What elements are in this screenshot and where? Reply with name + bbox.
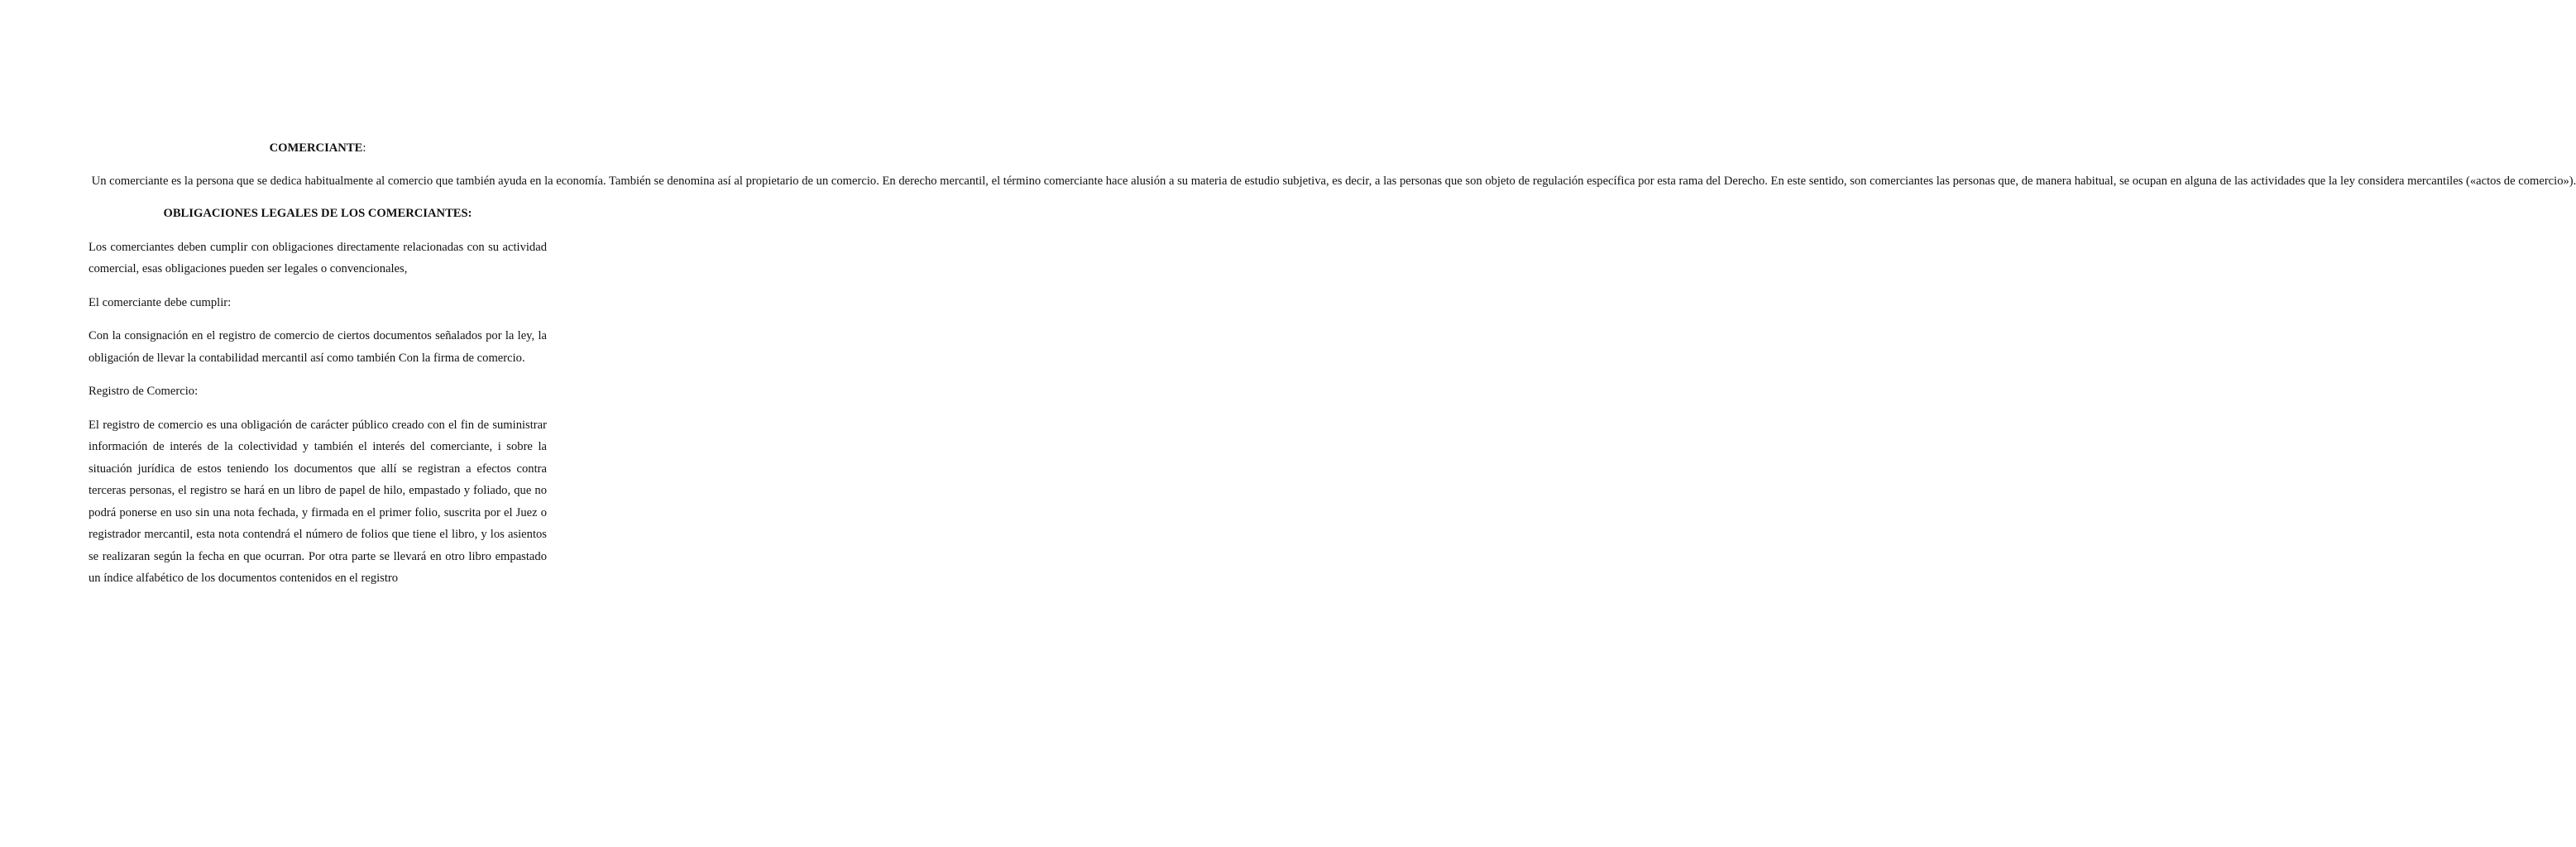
registry-paragraph: El registro de comercio es una obligación de carácter público creado con el fin de suministrar información de interés de la colectividad y también el interés del comerciante, i sobre la situación jurídica de estos teniendo los documentos que allí se registran a efectos contra terceras personas, el registro se hará en un libro de papel de hilo, empastado y foliado, que no podrá ponerse en uso sin una nota fechada, y firmada en el primer folio, suscrita por el Juez o registrador mercantil, esta nota contendrá el número de folios que tiene el libro, y los asientos se realizaran según la fecha en que ocurran. Por otra parte se llevará en otro libro empastado un índice alfabético de los documentos contenidos en el registro (89, 418, 547, 585)
consignation-paragraph: Con la consignación en el registro de comercio de ciertos documentos señalados por la ley, la obligación de llevar la contabilidad mercantil así como también Con la firma de comercio. (89, 329, 547, 365)
intro-paragraph (89, 170, 2576, 193)
heading-comerciante-text: COMERCIANTE (269, 141, 363, 155)
spacer (89, 280, 547, 292)
heading-comerciante-colon: : (362, 141, 366, 155)
spacer (89, 160, 547, 170)
spacer (89, 225, 547, 237)
must-comply-line: El comerciante debe cumplir: (89, 295, 232, 309)
heading-comerciante (89, 137, 547, 160)
registry-heading: Registro de Comercio: (89, 385, 199, 398)
spacer (89, 192, 547, 203)
heading-obligations: OBLIGACIONES LEGALES DE LOS COMERCIANTES: (163, 207, 472, 220)
obligations-paragraph: Los comerciantes deben cumplir con obligaciones directamente relacionadas con su actividad comercial, esas obligaciones pueden ser legales o convencionales, (89, 240, 547, 275)
intro-paragraph-text: Un comerciante es la persona que se dedica habitualmente al comercio que también ayuda en la economía. También se denomina así al propietario de un comercio. En derecho mercantil, el término comerciante hace alusión a su materia de estudio subjetiva, es decir, a las personas que son objeto de regulación específica por esta rama del Derecho. En este sentido, son comerciantes las personas que, de manera habitual, se ocupan en alguna de las actividades que la ley considera mercantiles («actos de comercio»). (89, 174, 2576, 188)
document-page (89, 137, 2576, 590)
spacer (89, 369, 547, 380)
spacer (89, 313, 547, 325)
spacer (89, 403, 547, 414)
